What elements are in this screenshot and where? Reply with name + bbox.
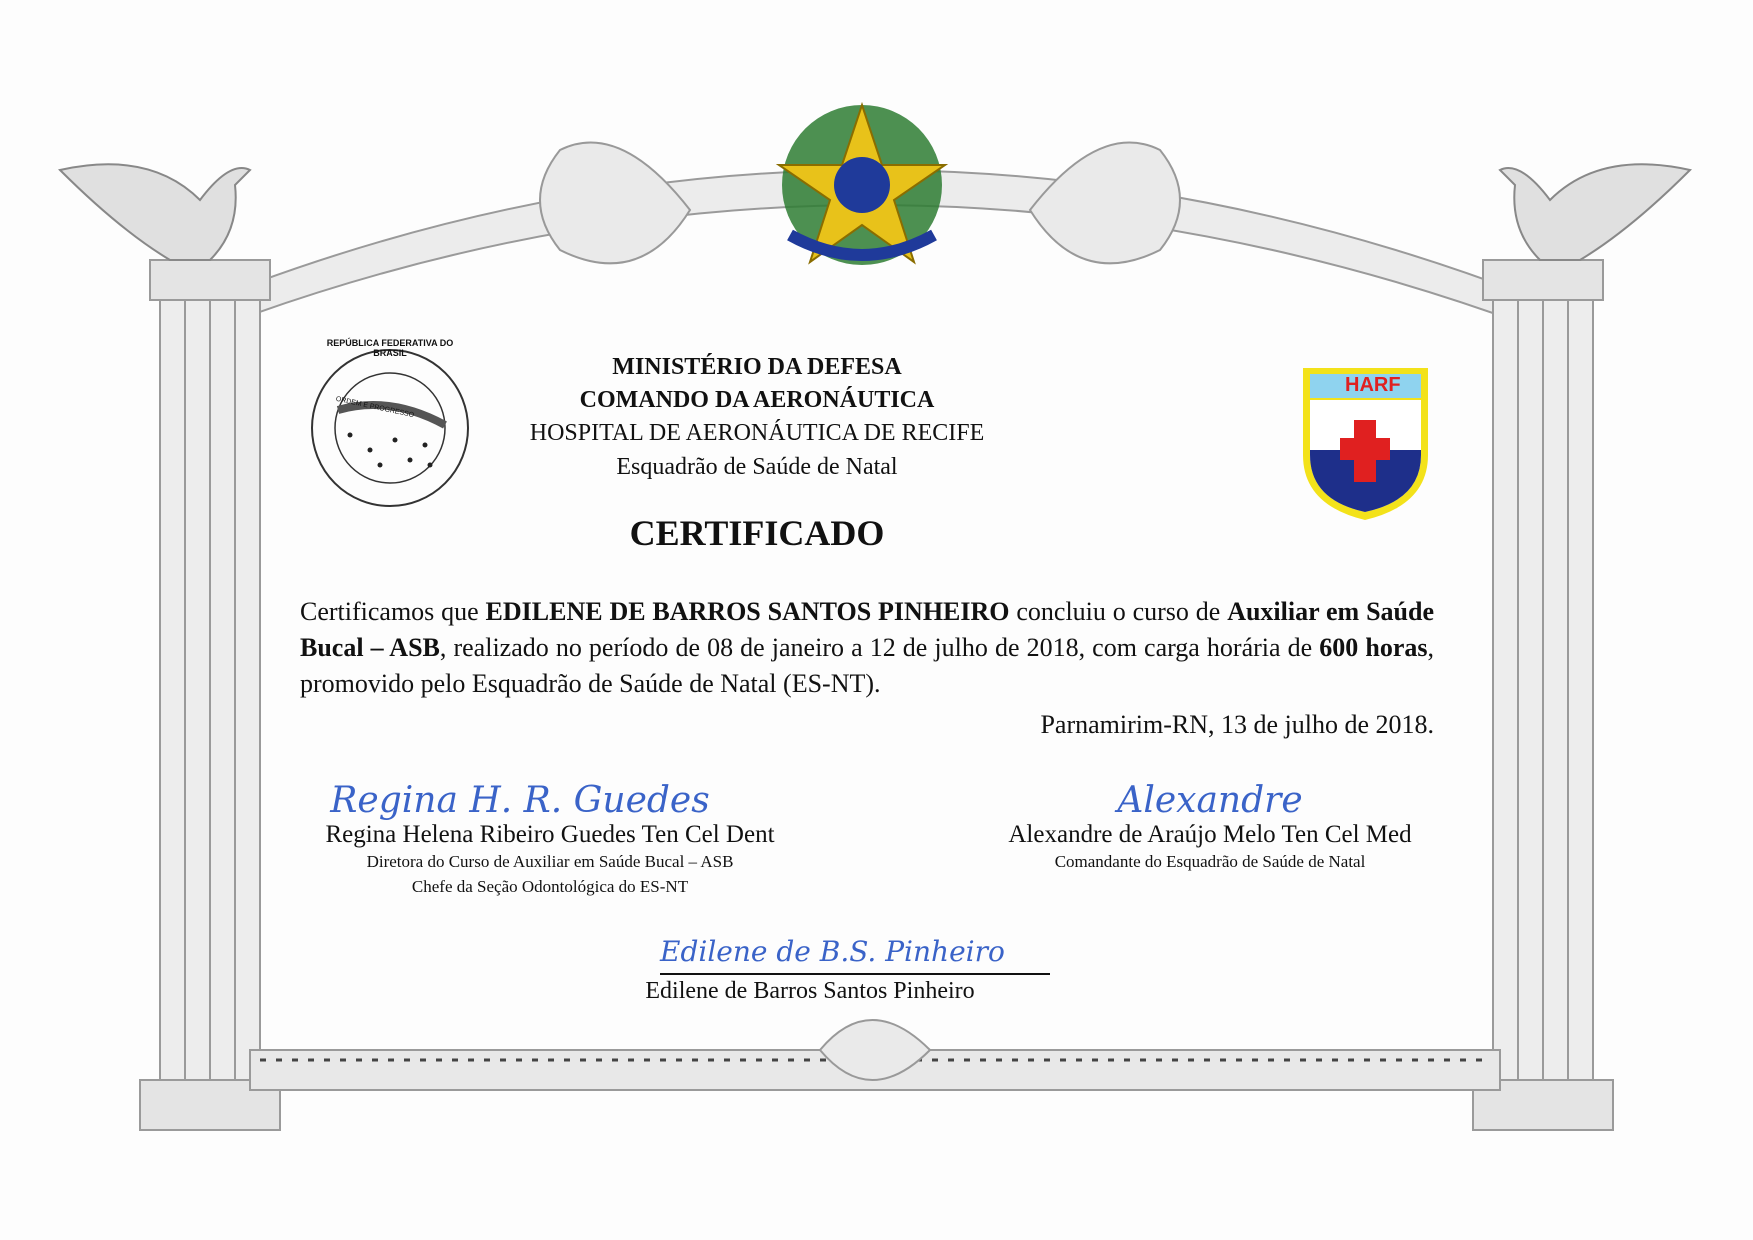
eagle-left-icon — [60, 164, 250, 260]
recipient-name: EDILENE DE BARROS SANTOS PINHEIRO — [485, 597, 1010, 626]
certificate-title: CERTIFICADO — [629, 513, 885, 553]
header-ministry: MINISTÉRIO DA DEFESA — [612, 354, 902, 380]
signer-role: Chefe da Seção Odontológica do ES-NT — [411, 877, 689, 896]
seal-motto: ORDEM E PROGRESSO — [335, 395, 415, 420]
signer-name: Alexandre de Araújo Melo Ten Cel Med — [1008, 821, 1412, 848]
signature-handwritten: Regina H. R. Guedes — [330, 780, 710, 821]
seal-legend: REPÚBLICA FEDERATIVA DO BRASIL — [326, 338, 454, 358]
header-squadron: Esquadrão de Saúde de Natal — [616, 454, 898, 480]
coat-of-arms-brazil-icon — [779, 105, 945, 265]
certificate-body — [300, 594, 1434, 702]
course-hours: 600 horas — [1319, 633, 1428, 662]
signature-line — [660, 973, 1050, 975]
body-text: Certificamos que — [300, 597, 486, 626]
signer-role: Comandante do Esquadrão de Saúde de Natal — [1054, 852, 1366, 871]
signature-block-commander — [960, 780, 1460, 874]
signer-name: Regina Helena Ribeiro Guedes Ten Cel Dent — [325, 821, 775, 848]
signer-role: Diretora do Curso de Auxiliar em Saúde Bucal – ASB — [366, 852, 734, 871]
eagle-right-icon — [1500, 164, 1690, 260]
course-name: Auxiliar em Saúde Bucal – ASB — [300, 597, 1434, 662]
badge-label: HARF — [1345, 374, 1401, 396]
issue-date: Parnamirim-RN, 13 de julho de 2018. — [1040, 710, 1434, 739]
signature-handwritten: Alexandre — [1117, 780, 1303, 821]
body-text: , promovido pelo Esquadrão de Saúde de Natal (ES-NT). — [300, 633, 1434, 698]
signature-block-director — [280, 780, 820, 899]
republic-seal-icon — [312, 350, 468, 506]
body-text: concluiu o curso de — [1009, 597, 1228, 626]
body-text: , realizado no período de 08 de janeiro a 12 de julho de 2018, com carga horária de — [439, 633, 1320, 662]
header-hospital: HOSPITAL DE AERONÁUTICA DE RECIFE — [529, 420, 985, 446]
student-signature-handwritten: Edilene de B.S. Pinheiro — [660, 935, 1005, 968]
header-command: COMANDO DA AERONÁUTICA — [579, 387, 935, 413]
student-name: Edilene de Barros Santos Pinheiro — [645, 978, 975, 1004]
